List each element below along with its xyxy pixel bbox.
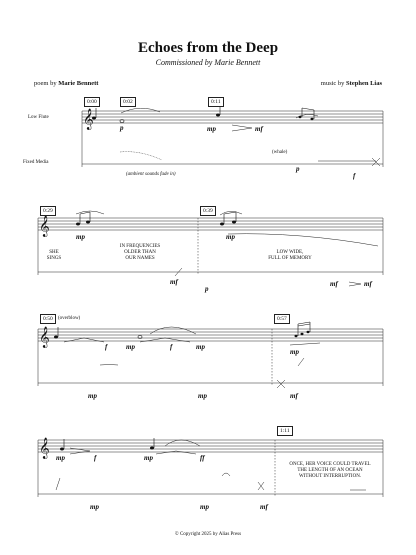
dynamic-marking: mp [76, 233, 85, 241]
dynamic-marking: mf [255, 125, 263, 133]
dynamic-marking: mf [260, 503, 268, 511]
dynamic-marking: mp [207, 125, 216, 133]
timestamp-box: 0:50 [40, 314, 56, 324]
dynamic-marking: p [205, 285, 209, 293]
poet-name: Marie Bennett [58, 80, 99, 87]
instrument-label-flute: Low Flute [28, 115, 49, 120]
dynamic-marking: mp [200, 503, 209, 511]
instrument-label-media: Fixed Media [23, 160, 49, 165]
dynamic-marking: mp [126, 343, 135, 351]
timestamp-box: 0:11 [208, 97, 224, 107]
poem-prefix: poem by [34, 80, 57, 87]
lyric-line: SHE [49, 250, 59, 255]
timestamp-box: 0:57 [274, 314, 290, 324]
dynamic-marking: mp [226, 233, 235, 241]
dynamic-marking: f [105, 343, 108, 351]
dynamic-marking: mf [170, 278, 178, 286]
timestamp-box: 0:39 [200, 206, 216, 216]
dynamic-marking: mp [198, 392, 207, 400]
dynamic-marking: p [120, 124, 124, 132]
music-prefix: music by [320, 80, 345, 87]
dynamic-marking: mp [144, 454, 153, 462]
svg-text:𝄞: 𝄞 [83, 109, 94, 130]
dynamic-marking: f [94, 454, 97, 462]
overblow-annotation: (overblow) [58, 316, 81, 321]
lyric-line: THE LENGTH OF AN OCEAN [297, 468, 363, 473]
timestamp-box: 0:00 [84, 97, 100, 107]
copyright-notice: © Copyright 2025 by Alias Press [174, 532, 242, 537]
lyric-low-wide [250, 250, 330, 262]
lyric-line: OLDER THAN [124, 250, 156, 255]
lyric-line: FULL OF MEMORY [268, 256, 312, 261]
svg-text:𝄞: 𝄞 [39, 438, 50, 459]
dynamic-marking: mp [56, 454, 65, 462]
dynamic-marking: mp [290, 348, 299, 356]
ambient-annotation: (ambient sounds fade in) [126, 172, 176, 177]
lyric-line: LOW WIDE, [276, 250, 304, 255]
lyric-line: OUR NAMES [125, 256, 155, 261]
lyric-line: IN FREQUENCIES [119, 244, 161, 249]
dynamic-marking: mf [364, 280, 372, 288]
lyric-line: WITHOUT INTERRUPTION. [298, 474, 362, 479]
composer-name: Stephen Lias [346, 80, 382, 87]
dynamic-marking: mp [88, 392, 97, 400]
system-3-staff [38, 329, 383, 386]
system-2-staff [38, 218, 383, 275]
lyric-once [280, 462, 380, 480]
dynamic-marking: f [170, 343, 173, 351]
dynamic-marking: ff [200, 454, 205, 462]
lyric-in-frequencies [100, 244, 180, 262]
lyric-line: SINGS [46, 256, 62, 261]
whale-annotation: (whale) [272, 150, 288, 155]
timestamp-box: 0:02 [120, 97, 136, 107]
score-subtitle: Commissioned by Marie Bennett [155, 58, 261, 67]
clefs [39, 109, 94, 459]
svg-text:𝄞: 𝄞 [39, 216, 50, 237]
dynamic-marking: mf [290, 392, 298, 400]
timestamp-box: 0:29 [40, 206, 56, 216]
dynamic-marking: p [296, 165, 300, 173]
svg-text:𝄞: 𝄞 [39, 327, 50, 348]
score-title: Echoes from the Deep [137, 40, 279, 56]
dynamic-marking: mp [90, 503, 99, 511]
lyric-she-sings [40, 250, 68, 262]
timestamp-box: 1:11 [277, 426, 293, 436]
dynamic-marking: mf [330, 280, 338, 288]
system-1-staff [82, 111, 383, 167]
lyric-line: ONCE, HER VOICE COULD TRAVEL [289, 462, 371, 467]
dynamic-marking: f [353, 172, 356, 180]
dynamic-marking: mp [196, 343, 205, 351]
